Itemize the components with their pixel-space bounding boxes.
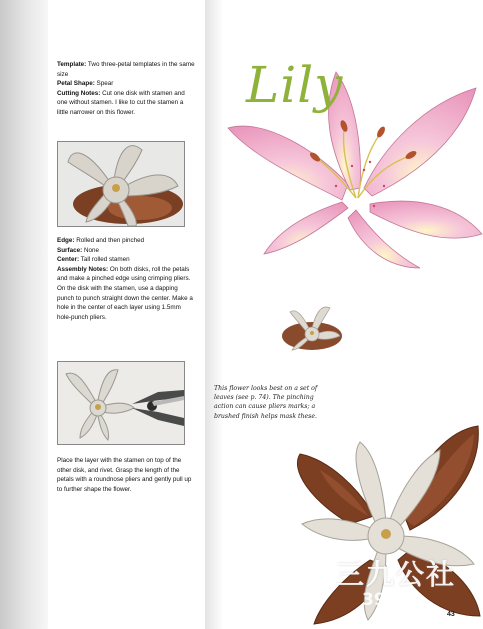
edge-notes [57, 236, 195, 322]
petal-shape-text: Spear [94, 80, 114, 88]
photo-caption: This flower looks best on a set of leaves (see p. 74). The pinching action can cause pliers marks; a brushed finish helps mask these. [214, 385, 318, 420]
flower-title: Lily [246, 56, 344, 114]
photo-pliers [57, 361, 185, 445]
center-label: Center: [57, 256, 80, 264]
template-text: Two three-petal templates in the same size [57, 61, 195, 78]
template-notes [57, 60, 195, 118]
center-text: Tall rolled stamen [79, 256, 130, 264]
assembly-text: On both disks, roll the petals and make a pinched edge using crimping pliers. On the disk with the stamen, use a dapping punch to punch straight down the center. Make a hole in the center of each layer using 1.5mm hole-punch pliers. [57, 265, 193, 321]
petal-shape-label: Petal Shape: [57, 80, 95, 88]
cutting-notes-text: Cut one disk with stamen and one without stamen. I like to cut the stamen a little narrower on this flower. [57, 89, 185, 116]
page-number: 43 [447, 611, 455, 618]
small-flower-photo [280, 300, 344, 356]
template-label: Template: [57, 61, 87, 68]
column-shadow [205, 0, 223, 629]
final-step-notes: Place the layer with the stamen on top of the other disk, and rivet. Grasp the length of the petals with a roundnose pliers and gently pull up to further shape the flower. [57, 457, 192, 493]
watermark-url: 39.net [362, 590, 424, 610]
edge-text: Rolled and then pinched [74, 237, 145, 244]
photo-stamen-disk [57, 141, 185, 227]
page-gutter-shade [0, 0, 48, 629]
edge-label: Edge: [57, 237, 75, 244]
assembly-label: Assembly Notes: [57, 265, 109, 273]
watermark-logo: 三九公社 [336, 558, 457, 591]
surface-text: None [82, 246, 100, 254]
cutting-notes-label: Cutting Notes: [57, 89, 101, 97]
surface-label: Surface: [57, 246, 83, 254]
